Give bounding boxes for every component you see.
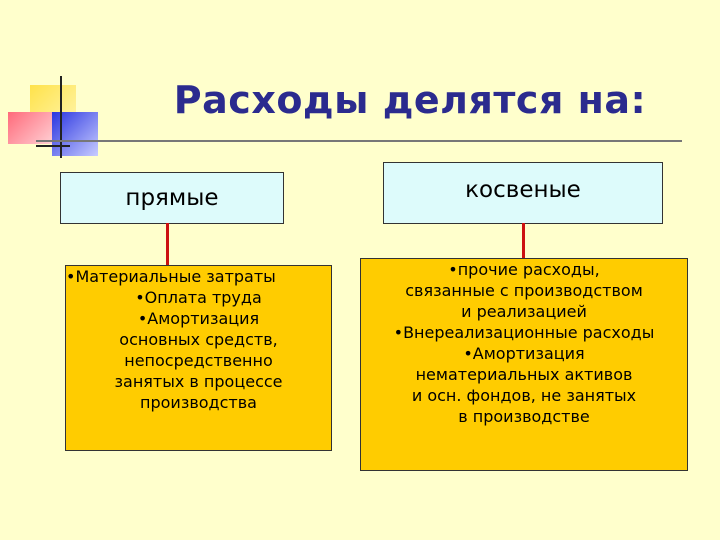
indirect-list-item: •Амортизация — [463, 344, 585, 363]
direct-costs-heading: прямые — [125, 185, 219, 211]
indirect-list-item: и реализацией — [461, 302, 587, 321]
indirect-list-item: •Внереализационные расходы — [393, 323, 655, 342]
direct-list-item: •Оплата труда — [135, 288, 262, 307]
direct-list-item: производства — [140, 393, 257, 412]
direct-connector-line — [166, 223, 169, 265]
direct-list-item: •Амортизация — [137, 309, 260, 328]
indirect-costs-heading: косвеные — [465, 177, 581, 203]
indirect-list-item: в производстве — [458, 407, 590, 426]
indirect-list-item: •прочие расходы, — [448, 260, 600, 279]
indirect-costs-heading-box — [383, 162, 663, 224]
direct-costs-heading-box — [60, 172, 284, 224]
indirect-costs-list-box — [360, 258, 688, 471]
logo-horizontal-line — [36, 145, 70, 147]
slide-title: Расходы делятся на: — [173, 78, 647, 122]
indirect-list-item: связанные с производством — [405, 281, 643, 300]
direct-costs-list-box — [65, 265, 332, 451]
indirect-list-item: нематериальных активов — [415, 365, 633, 384]
title-underline — [36, 140, 682, 142]
direct-list-item: занятых в процессе — [114, 372, 283, 391]
logo-blue-square — [52, 112, 98, 156]
indirect-connector-line — [522, 223, 525, 259]
direct-list-item: •Материальные затраты — [66, 267, 276, 286]
direct-list-item: непосредственно — [124, 351, 273, 370]
direct-list-item: основных средств, — [119, 330, 278, 349]
indirect-list-item: и осн. фондов, не занятых — [411, 386, 637, 405]
